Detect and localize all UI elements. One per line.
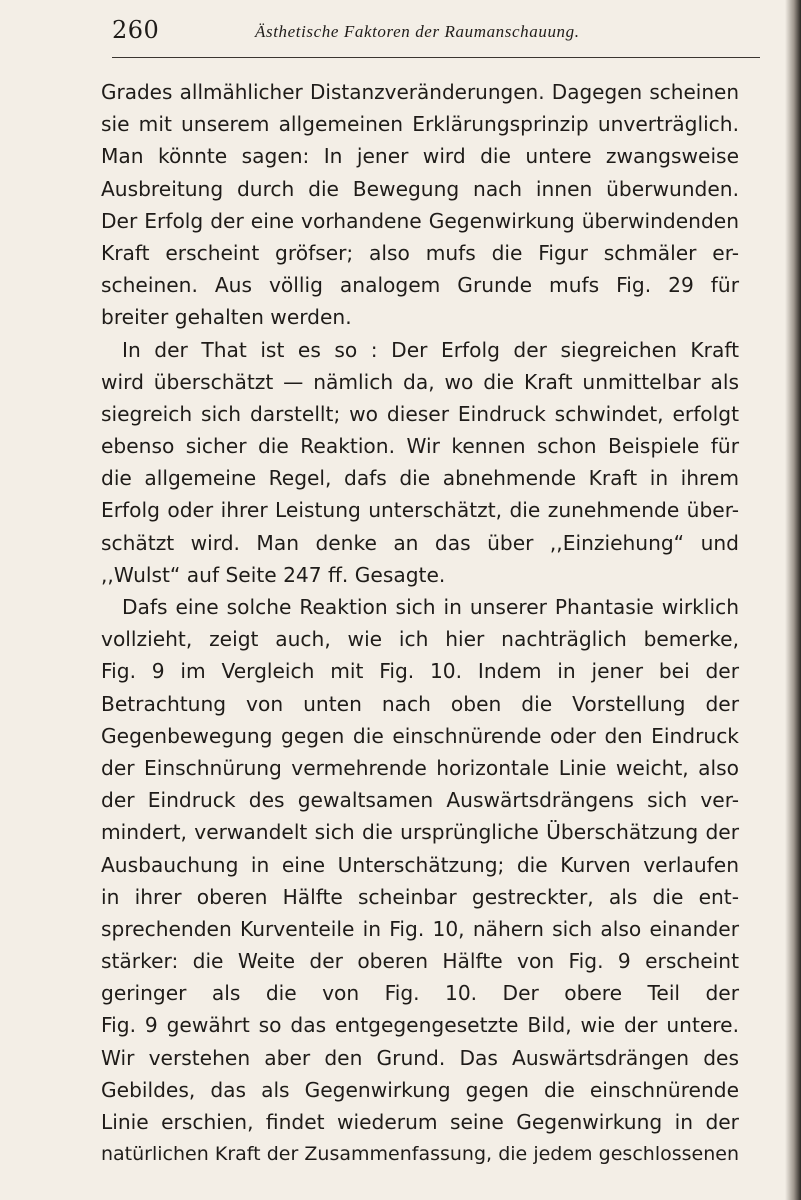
text-line: sie mit unserem allgemeinen Erklärungsprinzip unverträglich. [101, 112, 739, 137]
text-line: geringer als die von Fig. 10. Der obere Teil der [101, 981, 739, 1006]
text-line: Kraft erscheint gröfser; also mufs die Figur schmäler er- [101, 240, 739, 265]
text-line: scheinen. Aus völlig analogem Grunde mufs Fig. 29 für [101, 273, 739, 298]
text-line: Ausbauchung in eine Unterschätzung; die Kurven verlaufen [101, 852, 739, 877]
text-line: die allgemeine Regel, dafs die abnehmende Kraft in ihrem [101, 466, 739, 491]
page-number: 260 [112, 16, 160, 44]
text-line: wird überschätzt — nämlich da, wo die Kraft unmittelbar als [101, 369, 739, 394]
page-edge-shadow [785, 0, 801, 1200]
running-title: Ästhetische Faktoren der Raumanschauung. [255, 22, 580, 41]
text-line: breiter gehalten werden. [101, 305, 352, 330]
text-line: Ausbreitung durch die Bewegung nach innen überwunden. [101, 176, 739, 201]
text-line: der Einschnürung vermehrende horizontale Linie weicht, also [101, 755, 739, 780]
text-line: stärker: die Weite der oberen Hälfte von Fig. 9 erscheint [101, 949, 739, 974]
text-line: Dafs eine solche Reaktion sich in unserer Phantasie wirklich [122, 595, 739, 619]
text-line: in ihrer oberen Hälfte scheinbar gestreckter, als die ent- [101, 884, 739, 909]
text-line: Gegenbewegung gegen die einschnürende oder den Eindruck [101, 723, 739, 748]
text-line: Gebildes, das als Gegenwirkung gegen die einschnürende [101, 1077, 739, 1102]
text-line: der Eindruck des gewaltsamen Auswärtsdrängens sich ver- [101, 788, 739, 813]
text-line: ,,Wulst“ auf Seite 247 ff. Gesagte. [101, 562, 446, 587]
text-line: Linie erschien, findet wiederum seine Gegenwirkung in der [101, 1110, 739, 1134]
text-line: Der Erfolg der eine vorhandene Gegenwirkung überwindenden [101, 208, 739, 233]
text-line: Betrachtung von unten nach oben die Vorstellung der [101, 691, 739, 716]
text-line: schätzt wird. Man denke an das über ,,Einziehung“ und [101, 530, 739, 555]
text-line: Grades allmählicher Distanzveränderungen. Dagegen scheinen [101, 80, 739, 104]
text-line: In der That ist es so : Der Erfolg der siegreichen Kraft [122, 337, 739, 362]
text-line: Erfolg oder ihrer Leistung unterschätzt, die zunehmende über- [101, 498, 739, 523]
text-line: mindert, verwandelt sich die ursprüngliche Überschätzung der [101, 820, 739, 845]
body-text [101, 76, 739, 1170]
text-line: Fig. 9 im Vergleich mit Fig. 10. Indem in jener bei der [101, 659, 739, 684]
text-line: ebenso sicher die Reaktion. Wir kennen schon Beispiele für [101, 434, 739, 459]
header-rule [112, 57, 760, 58]
text-line: Wir verstehen aber den Grund. Das Auswärtsdrängen des [101, 1045, 739, 1070]
text-line: natürlichen Kraft der Zusammenfassung, die jedem geschlossenen [101, 1143, 739, 1166]
text-line: siegreich sich darstellt; wo dieser Eindruck schwindet, erfolgt [101, 401, 739, 426]
text-line: vollzieht, zeigt auch, wie ich hier nachträglich bemerke, [101, 627, 739, 652]
text-line: sprechenden Kurventeile in Fig. 10, nähern sich also einander [101, 916, 739, 941]
text-line: Man könnte sagen: In jener wird die untere zwangsweise [101, 144, 739, 169]
running-head [112, 16, 762, 44]
text-line: Fig. 9 gewährt so das entgegengesetzte Bild, wie der untere. [101, 1013, 739, 1038]
